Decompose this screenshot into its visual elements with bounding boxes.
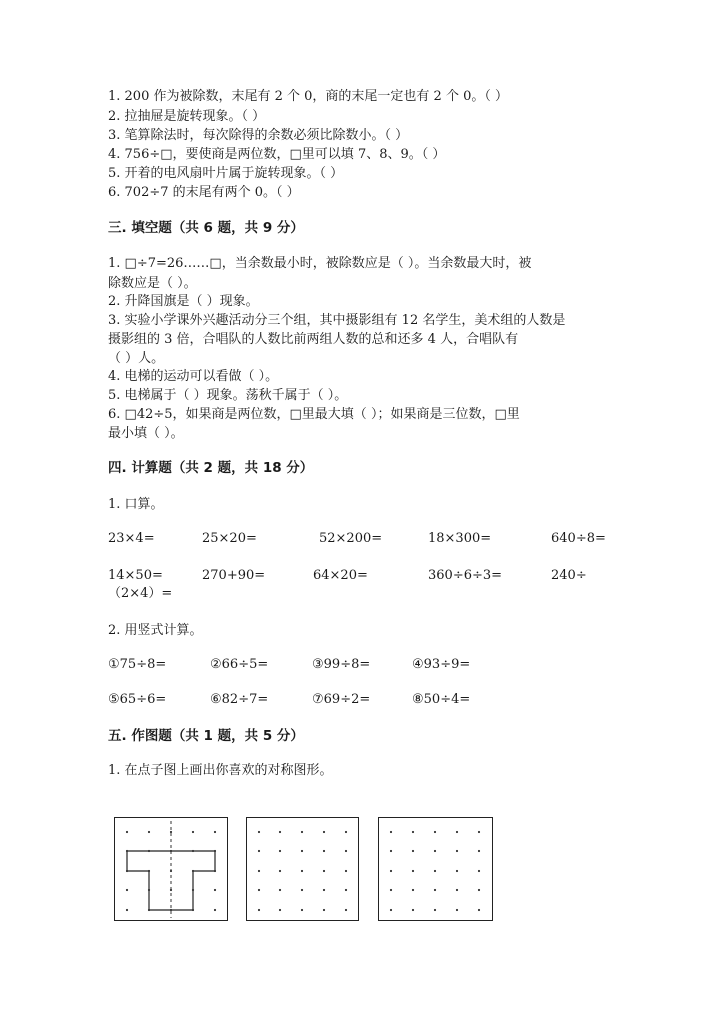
fill-question-4: 4. 电梯的运动可以看做（ ）。 [108, 369, 279, 384]
dot-grid-blank-2[interactable] [378, 817, 493, 921]
oral-calc: 14×50= [108, 568, 163, 583]
fill-question-5: 5. 电梯属于（ ）现象。荡秋千属于（ ）。 [108, 388, 348, 403]
fill-question-3: 3. 实验小学课外兴趣活动分三个组，其中摄影组有 12 名学生，美术组的人数是 [108, 313, 566, 328]
fill-question-1-cont: 除数应是（ ）。 [108, 276, 197, 291]
fill-question-2: 2. 升降国旗是（ ）现象。 [108, 294, 259, 309]
section-4-title: 四. 计算题（共 2 题，共 18 分） [108, 460, 314, 476]
drawing-question-1: 1. 在点子图上画出你喜欢的对称图形。 [108, 763, 333, 778]
grid-dots [247, 818, 358, 920]
vertical-calc: ②66÷5= [210, 657, 269, 672]
judge-question-2: 2. 拉抽屉是旋转现象。（ ） [108, 109, 266, 124]
oral-calc: 360÷6÷3= [428, 568, 503, 583]
calc-question-1: 1. 口算。 [108, 497, 164, 512]
oral-calc: 640÷8= [551, 531, 606, 546]
vertical-calc: ⑥82÷7= [210, 692, 269, 707]
fill-question-1: 1. □÷7=26……□，当余数最小时，被除数应是（ ）。当余数最大时，被 [108, 256, 532, 271]
oral-calc: 64×20= [313, 568, 368, 583]
oral-calc: 25×20= [202, 531, 257, 546]
dot-grid-example-drawing [115, 818, 227, 920]
judge-question-5: 5. 开着的电风扇叶片属于旋转现象。（ ） [108, 166, 344, 181]
calc-question-2: 2. 用竖式计算。 [108, 623, 203, 638]
fill-question-3-cont: 摄影组的 3 倍，合唱队的人数比前两组人数的总和还多 4 人，合唱队有 [108, 332, 519, 347]
oral-calc: 270+90= [202, 568, 266, 583]
section-3-title: 三. 填空题（共 6 题，共 9 分） [108, 220, 304, 236]
fill-question-6: 6. □42÷5，如果商是两位数，□里最大填（ ）；如果商是三位数，□里 [108, 407, 520, 422]
vertical-calc: ①75÷8= [108, 657, 167, 672]
oral-calc: 240÷ [551, 568, 587, 583]
fill-question-3-cont2: （ ）人。 [108, 351, 165, 366]
dot-grid-example [114, 817, 228, 921]
vertical-calc: ④93÷9= [412, 657, 471, 672]
judge-question-3: 3. 笔算除法时，每次除得的余数必须比除数小。（ ） [108, 128, 409, 143]
fill-question-6-cont: 最小填（ ）。 [108, 426, 184, 441]
section-5-title: 五. 作图题（共 1 题，共 5 分） [108, 728, 304, 744]
judge-question-1: 1. 200 作为被除数，末尾有 2 个 0，商的末尾一定也有 2 个 0。（ ） [108, 89, 508, 104]
oral-calc: 18×300= [428, 531, 492, 546]
dot-grid-blank-1[interactable] [246, 817, 359, 921]
vertical-calc: ③99÷8= [312, 657, 371, 672]
vertical-calc: ⑧50÷4= [412, 692, 471, 707]
oral-calc-cont: （2×4）= [108, 586, 173, 601]
oral-calc: 52×200= [319, 531, 383, 546]
oral-calc: 23×4= [108, 531, 155, 546]
vertical-calc: ⑦69÷2= [312, 692, 371, 707]
vertical-calc: ⑤65÷6= [108, 692, 167, 707]
grid-dots [379, 818, 492, 920]
judge-question-6: 6. 702÷7 的末尾有两个 0。（ ） [108, 185, 300, 200]
judge-question-4: 4. 756÷□，要使商是两位数，□里可以填 7、8、9。（ ） [108, 147, 446, 162]
